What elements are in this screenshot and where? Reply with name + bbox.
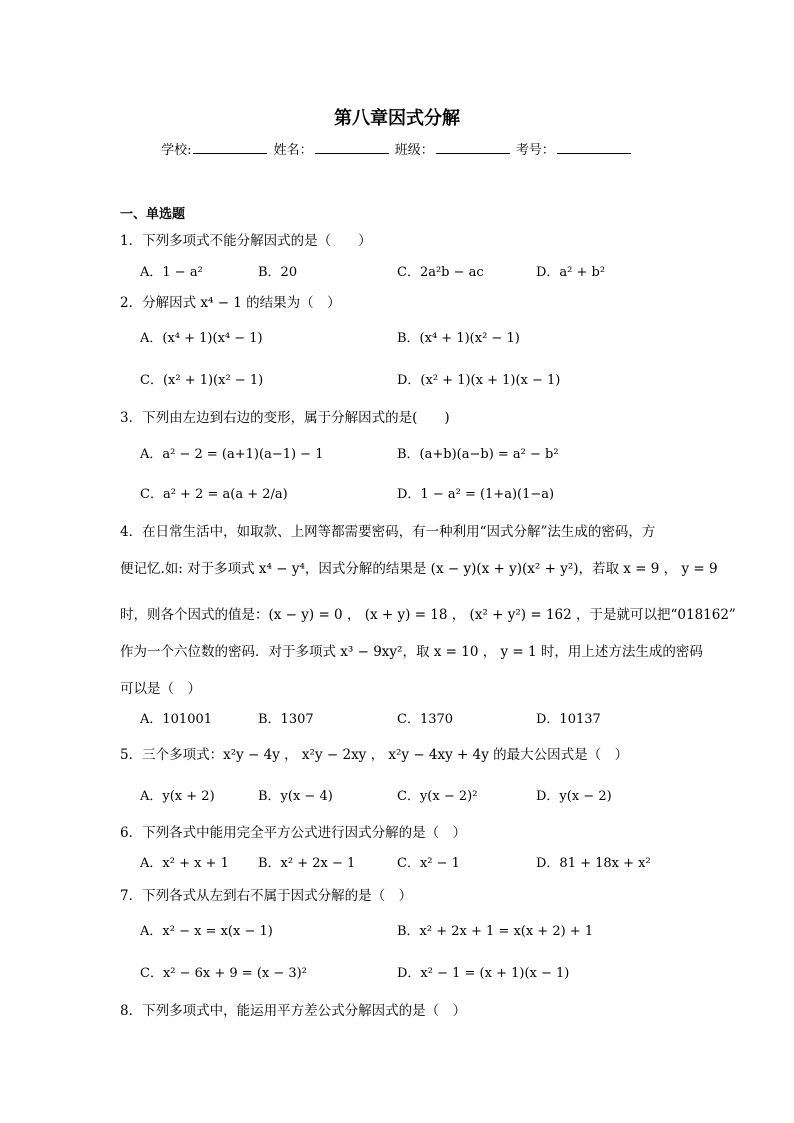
question-5-option-d: D．y(x − 2) bbox=[536, 789, 612, 804]
school-label: 学校: bbox=[161, 143, 192, 158]
student-info-line bbox=[0, 139, 794, 158]
question-1-stem: 1．下列多项式不能分解因式的是（ ） bbox=[120, 233, 372, 249]
question-5-stem: 5．三个多项式：x²y − 4y ， x²y − 2xy ， x²y − 4xy + 4y 的最大公因式是（ ） bbox=[120, 747, 629, 763]
question-4-line-4: 作为一个六位数的密码．对于多项式 x³ − 9xy²，取 x = 10 ， y = 1 时，用上述方法生成的密码 bbox=[120, 644, 703, 660]
page-title: 第八章因式分解 bbox=[334, 108, 460, 129]
question-2-option-c: C．(x² + 1)(x² − 1) bbox=[140, 373, 264, 388]
number-label: 考号： bbox=[515, 143, 555, 158]
question-4-line-1: 4．在日常生活中，如取款、上网等都需要密码，有一种利用“因式分解”法生成的密码，方 bbox=[120, 524, 656, 540]
school-blank bbox=[193, 141, 267, 154]
class-blank bbox=[436, 141, 510, 154]
question-3-stem: 3．下列由左边到右边的变形，属于分解因式的是( ) bbox=[120, 410, 450, 426]
question-7-stem: 7．下列各式从左到右不属于因式分解的是（ ） bbox=[120, 888, 413, 904]
question-7-option-d: D．x² − 1 = (x + 1)(x − 1) bbox=[397, 966, 570, 981]
section-heading: 一、单选题 bbox=[120, 207, 186, 222]
question-1-option-d: D．a² + b² bbox=[536, 265, 606, 280]
question-2-option-d: D．(x² + 1)(x + 1)(x − 1) bbox=[397, 373, 561, 388]
question-2-option-b: B．(x⁴ + 1)(x² − 1) bbox=[397, 331, 520, 346]
question-4-option-c: C．1370 bbox=[397, 712, 454, 727]
question-6-option-a: A．x² + x + 1 bbox=[140, 856, 229, 871]
question-6-option-c: C．x² − 1 bbox=[397, 856, 460, 871]
class-label: 班级： bbox=[394, 143, 434, 158]
question-7-option-c: C．x² − 6x + 9 = (x − 3)² bbox=[140, 966, 307, 981]
number-blank bbox=[557, 141, 631, 154]
question-5-option-b: B．y(x − 4) bbox=[258, 789, 333, 804]
question-3-option-c: C．a² + 2 = a(a + 2/a) bbox=[140, 487, 288, 502]
question-1-option-a: A．1 − a² bbox=[140, 265, 203, 280]
question-2-stem: 2．分解因式 x⁴ − 1 的结果为（ ） bbox=[120, 295, 341, 311]
question-2-option-a: A．(x⁴ + 1)(x⁴ − 1) bbox=[140, 331, 263, 346]
question-6-option-d: D．81 + 18x + x² bbox=[536, 856, 651, 871]
question-5-option-a: A．y(x + 2) bbox=[140, 789, 215, 804]
question-8-stem: 8．下列多项式中，能运用平方差公式分解因式的是（ ） bbox=[120, 1003, 467, 1019]
question-3-option-a: A．a² − 2 = (a+1)(a−1) − 1 bbox=[140, 447, 324, 462]
question-4-line-5: 可以是（ ） bbox=[120, 681, 201, 697]
question-6-option-b: B．x² + 2x − 1 bbox=[258, 856, 356, 871]
question-4-option-b: B．1307 bbox=[258, 712, 314, 727]
question-4-option-d: D．10137 bbox=[536, 712, 601, 727]
question-6-stem: 6．下列各式中能用完全平方公式进行因式分解的是（ ） bbox=[120, 825, 467, 841]
name-blank bbox=[315, 141, 389, 154]
question-5-option-c: C．y(x − 2)² bbox=[397, 789, 478, 804]
question-3-option-b: B．(a+b)(a−b) = a² − b² bbox=[397, 447, 559, 462]
question-4-line-3: 时，则各个因式的值是：(x − y) = 0 ， (x + y) = 18 ， (x² + y²) = 162 ，于是就可以把“018162” bbox=[120, 607, 736, 623]
question-4-line-2: 便记忆.如: 对于多项式 x⁴ − y⁴，因式分解的结果是 (x − y)(x + y)(x² + y²)，若取 x = 9 ， y = 9 bbox=[120, 561, 718, 577]
name-label: 姓名： bbox=[273, 143, 313, 158]
question-7-option-b: B．x² + 2x + 1 = x(x + 2) + 1 bbox=[397, 924, 594, 939]
question-1-option-c: C．2a²b − ac bbox=[397, 265, 484, 280]
question-1-option-b: B．20 bbox=[258, 265, 298, 280]
question-3-option-d: D．1 − a² = (1+a)(1−a) bbox=[397, 487, 555, 502]
question-4-option-a: A．101001 bbox=[140, 712, 213, 727]
question-7-option-a: A．x² − x = x(x − 1) bbox=[140, 924, 273, 939]
